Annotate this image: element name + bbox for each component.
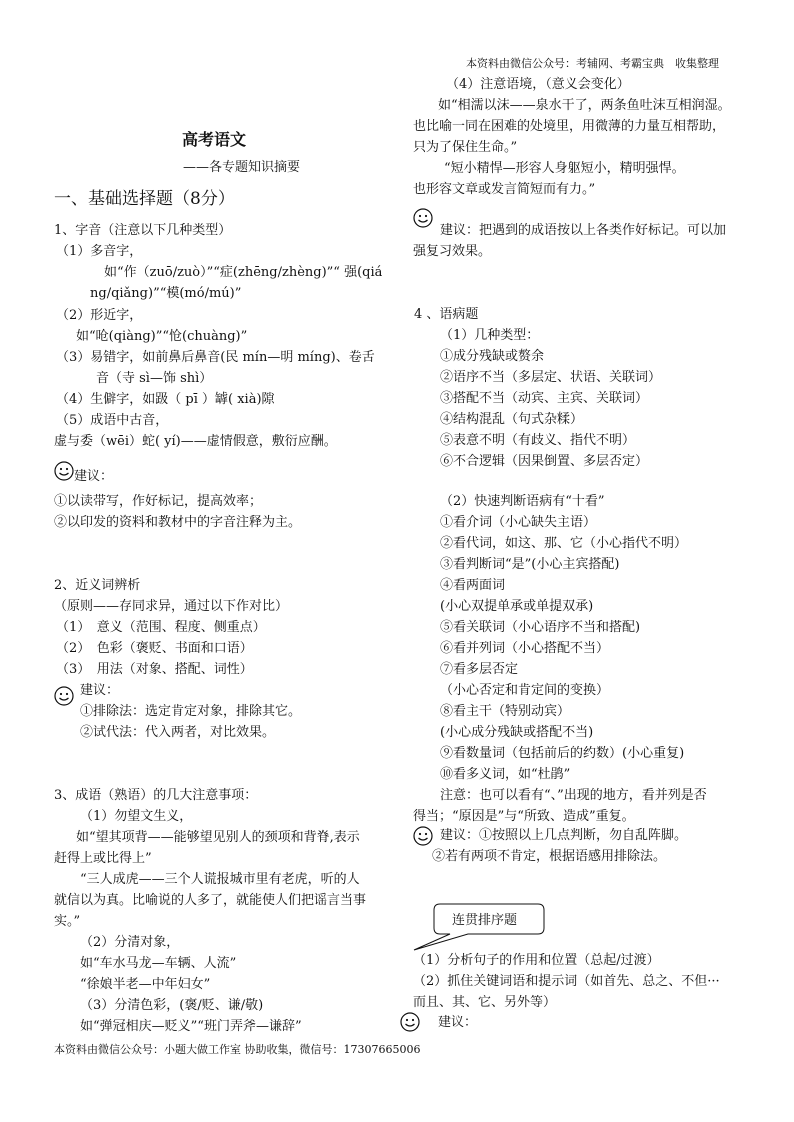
text-line: 虚与委（wēi）蛇( yí)——虚情假意，敷衍应酬。 xyxy=(54,434,337,449)
smiley-icon xyxy=(413,826,433,846)
text-line: （4）生僻字，如趿（ pī ）罅( xià)隙 xyxy=(56,392,275,407)
text-line: 注意：也可以看有“、”出现的地方，看并列是否 xyxy=(440,788,707,803)
text-line: ②试代法：代入两者，对比效果。 xyxy=(80,725,276,740)
text-line: ④看两面词 xyxy=(440,578,506,593)
text-line: 实。” xyxy=(54,914,81,929)
smiley-icon xyxy=(400,1012,420,1032)
text-line: 如“望其项背——能够望见别人的颈项和背脊,表示 xyxy=(76,830,360,845)
footer-note: 本资料由微信公众号：小题大做工作室 协助收集，微信号：17307665006 xyxy=(54,1043,421,1056)
text-line: 如“车水马龙—车辆、人流” xyxy=(80,956,237,971)
text-line: ③搭配不当（动宾、主宾、关联词） xyxy=(440,391,649,406)
text-line: ④结构混乱（句式杂糅） xyxy=(440,412,584,427)
text-line: ⑧看主干（特别动宾） xyxy=(440,704,571,719)
text-line: 1、字音（注意以下几种类型） xyxy=(54,223,232,238)
text-line: （小心否定和肯定间的变换） xyxy=(440,683,610,698)
text-line: ①排除法：选定肯定对象，排除其它。 xyxy=(80,704,302,719)
text-line: “短小精悍—形容人身躯短小，精明强悍。 xyxy=(444,161,685,176)
text-line: （原则——存同求异，通过以下作对比） xyxy=(54,599,289,614)
text-line: （3）分清色彩，(褒/贬、谦/敬) xyxy=(80,998,264,1013)
text-line: （2）分清对象， xyxy=(80,935,180,950)
smiley-icon xyxy=(413,208,433,228)
text-line: 3、成语（熟语）的几大注意事项： xyxy=(54,788,258,803)
text-line: 就信以为真。比喻说的人多了，就能使人们把谣言当事 xyxy=(54,893,367,908)
advice-text: 建议：①按照以上几点判断，勿自乱阵脚。 xyxy=(440,828,688,843)
text-line: ①看介词（小心缺失主语） xyxy=(440,515,597,530)
text-line: ⑦看多层否定 xyxy=(440,662,519,677)
text-line: 如“弹冠相庆—贬义”“班门弄斧—谦辞” xyxy=(80,1019,302,1034)
text-line: （1）勿望文生义， xyxy=(80,809,193,824)
text-line: （2）抓住关键词语和提示词（如首先、总之、不但··· xyxy=(413,974,720,989)
text-line: （5）成语中古音， xyxy=(56,413,169,428)
text-line: ⑤表意不明（有歧义、指代不明） xyxy=(440,433,636,448)
text-line: ⑨看数量词（包括前后的约数）(小心重复) xyxy=(440,746,685,761)
advice-text: 建议：把遇到的成语按以上各类作好标记。可以加 xyxy=(440,223,727,238)
page-subtitle: ——各专题知识摘要 xyxy=(183,160,301,175)
text-line: （2）形近字， xyxy=(56,308,143,323)
text-line: 音（寺 sì—饰 shì） xyxy=(96,371,213,386)
text-line: （1）分析句子的作用和位置（总起/过渡） xyxy=(413,953,660,968)
text-line: （2）快速判断语病有“十看” xyxy=(440,494,605,509)
text-line: 也比喻一同在困难的处境里，用微薄的力量互相帮助， xyxy=(413,119,726,134)
page-title: 高考语文 xyxy=(182,130,247,149)
text-line: “徐娘半老—中年妇女” xyxy=(80,977,211,992)
section-heading: 一、基础选择题（8分） xyxy=(54,189,235,209)
text-line: ⑩看多义词，如“杜鹃” xyxy=(440,767,571,782)
text-line: ②语序不当（多层定、状语、关联词） xyxy=(440,370,662,385)
text-line: ②看代词，如这、那、它（小心指代不明） xyxy=(440,536,688,551)
bubble-label: 连贯排序题 xyxy=(452,913,518,928)
text-line: （1） 意义（范围、程度、侧重点） xyxy=(56,620,266,635)
text-line: （1）多音字， xyxy=(56,244,143,259)
text-line: ng/qiǎng)”“模(mó/mú)” xyxy=(90,286,242,301)
text-line: ⑤看关联词（小心语序不当和搭配) xyxy=(440,620,641,635)
smiley-icon xyxy=(54,686,74,706)
text-line: 而且、其、它、另外等） xyxy=(413,995,557,1010)
text-line: ③看判断词“是”(小心主宾搭配) xyxy=(440,557,620,572)
text-line: 也形容文章或发言简短而有力。” xyxy=(413,182,596,197)
text-line: 只为了保住生命。” xyxy=(413,140,518,155)
advice-label: 建议： xyxy=(80,683,120,698)
text-line: ②以印发的资料和教材中的字音注释为主。 xyxy=(54,515,302,530)
text-line: (小心双提单承或单提双承) xyxy=(440,599,594,614)
text-line: ①成分残缺或赘余 xyxy=(440,349,545,364)
text-line: 赶得上或比得上” xyxy=(54,851,152,866)
text-line: ②若有两项不肯定，根据语感用排除法。 xyxy=(432,849,667,864)
text-line: （4）注意语境，（意义会变化） xyxy=(446,77,630,92)
text-line: （2） 色彩（褒贬、书面和口语） xyxy=(56,641,253,656)
text-line: ①以读带写，作好标记，提高效率； xyxy=(54,494,263,509)
text-line: 2、近义词辨析 xyxy=(54,578,141,593)
text-line: （3） 用法（对象、搭配、词性） xyxy=(56,662,253,677)
text-line: 4 、语病题 xyxy=(414,307,479,322)
text-line: ⑥看并列词（小心搭配不当） xyxy=(440,641,610,656)
text-line: 得当；“原因是”与“所致、造成”重复。 xyxy=(413,809,635,824)
text-line: 强复习效果。 xyxy=(413,244,492,259)
text-line: (小心成分残缺或搭配不当) xyxy=(440,725,594,740)
text-line: 如“相濡以沫——泉水干了，两条鱼吐沫互相润湿。 xyxy=(438,98,731,113)
text-line: 如“呛(qiàng)”“怆(chuàng)” xyxy=(76,329,248,344)
text-line: （3）易错字，如前鼻后鼻音(民 mín—明 míng)、卷舌 xyxy=(56,350,375,365)
advice-label: 建议： xyxy=(74,469,114,484)
header-note: 本资料由微信公众号：考辅网、考霸宝典 收集整理 xyxy=(466,57,719,70)
text-line: （1）几种类型： xyxy=(440,328,540,343)
advice-label: 建议： xyxy=(438,1015,478,1030)
text-line: “三人成虎——三个人谎报城市里有老虎，听的人 xyxy=(80,872,360,887)
text-line: 如“作（zuō/zuò）”“症(zhēng/zhèng)”“ 强(qiá xyxy=(104,265,383,280)
text-line: ⑥不合逻辑（因果倒置、多层否定） xyxy=(440,454,649,469)
smiley-icon xyxy=(54,461,74,481)
